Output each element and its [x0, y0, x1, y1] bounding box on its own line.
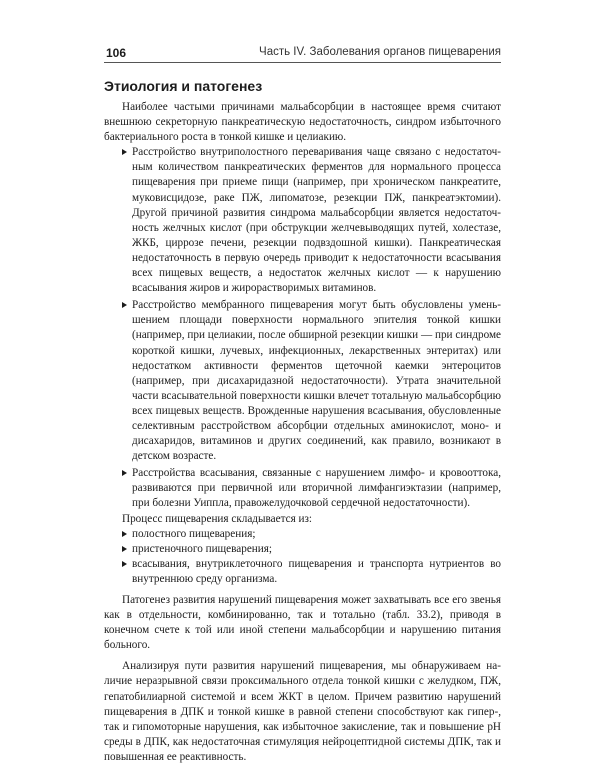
header-rule	[104, 62, 501, 63]
list-item-text: всасывания, внутриклеточного пищеварения и транспорта нутриентов во внутреннюю среду организма.	[132, 557, 501, 585]
triangle-bullet-icon	[122, 470, 127, 476]
analysis-paragraph: Анализируя пути развития нарушений пищеварения, мы обнаруживаем наличие неразрывной связи проксимального отдела тонкой кишки с желудком, ПЖ, гепатобилиарной системой и всем ЖКТ в целом. Причем развитию нарушений пищеварения в ДПК и тонкой кишке в равной степени способствуют как гипер-, так и гипомоторные нарушения, как избыточное закисление, так и повышение pH среды в ДПК, как недостаточная стимуляция нейроцептидной системы ДПК, так и повышенная ее реактивность.	[104, 660, 501, 763]
section-title: Этиология и патогенез	[104, 78, 263, 94]
pathogenesis-paragraph: Патогенез развития нарушений пищеварения может захватывать все его звенья как в отдельности, комбинированно, так и тотально (табл. 33.2), приводя в конечном счете к той или иной степени мальабсорбции и нарушению питания больного.	[104, 594, 501, 652]
page-number: 106	[106, 46, 127, 60]
list-item	[116, 527, 501, 542]
triangle-bullet-icon	[122, 149, 127, 155]
triangle-bullet-icon	[122, 302, 127, 308]
list-item	[116, 298, 501, 464]
causes-list	[116, 145, 501, 511]
body-text	[104, 100, 501, 765]
list-item	[116, 145, 501, 296]
list-item-text: Расстройство внутриполостного переваривания чаще связано с недостаточным количеством панкреатических ферментов для нормального процесса пищеварения при приеме пищи (например, при хроническом панкреатите, муковисцидозе, раке ПЖ, липоматозе, резекции ПЖ, панкреатэктомии). Другой причиной развития синдрома мальабсорбции является недостаточность желчных кислот (при обструкции желчевыводящих путей, холестазе, ЖКБ, циррозе печени, резекции подвздошной кишки). Панкреатическая недостаточность в первую очередь приводит к недостаточности всасывания всех пищевых веществ, а недостаток желчных кислот — к нарушению всасывания жиров и жирорастворимых витаминов.	[132, 146, 501, 295]
triangle-bullet-icon	[122, 546, 127, 552]
running-header: Часть IV. Заболевания органов пищеварения	[259, 46, 501, 58]
triangle-bullet-icon	[122, 531, 127, 537]
list-item	[116, 542, 501, 557]
list-item-text: Расстройство мембранного пищеварения могут быть обусловлены уменьшением площади поверхности нормального эпителия тонкой кишки (например, при целиакии, после обширной резекции кишки — при синдроме короткой кишки, лучевых, инфекционных, лекарственных энтеритах) или недостатком активности ферментов щеточной каемки энтероцитов (например, при дисахаридазной недостаточности). Утрата значительной части всасывательной поверхности кишки влечет тотальную мальабсорбцию всех пищевых веществ. Врожденные нарушения всасывания, обусловленные селективным расстройством абсорбции отдельных аминокислот, моно- и дисахаридов, витаминов и других соединений, как правило, возникают в детском возрасте.	[132, 299, 501, 463]
list-item-text: Расстройства всасывания, связанные с нарушением лимфо- и кровооттока, развиваются при первичной или вторичной лимфангиэктазии (например, при болезни Уиппла, правожелудочковой сердечной недостаточности).	[132, 467, 501, 510]
list-item-text: пристеночного пищеварения;	[132, 542, 273, 555]
process-intro: Процесс пищеварения складывается из:	[122, 512, 313, 525]
triangle-bullet-icon	[122, 561, 127, 567]
intro-paragraph: Наиболее частыми причинами мальабсорбции в настоящее время считают внешнюю секреторную панкреатическую недостаточность, синдром избыточного бактериального роста в тонкой кишке и целиакию.	[104, 101, 501, 144]
process-levels-list	[116, 527, 501, 587]
list-item	[116, 466, 501, 511]
list-item-text: полостного пищеварения;	[132, 527, 256, 540]
list-item	[116, 557, 501, 587]
